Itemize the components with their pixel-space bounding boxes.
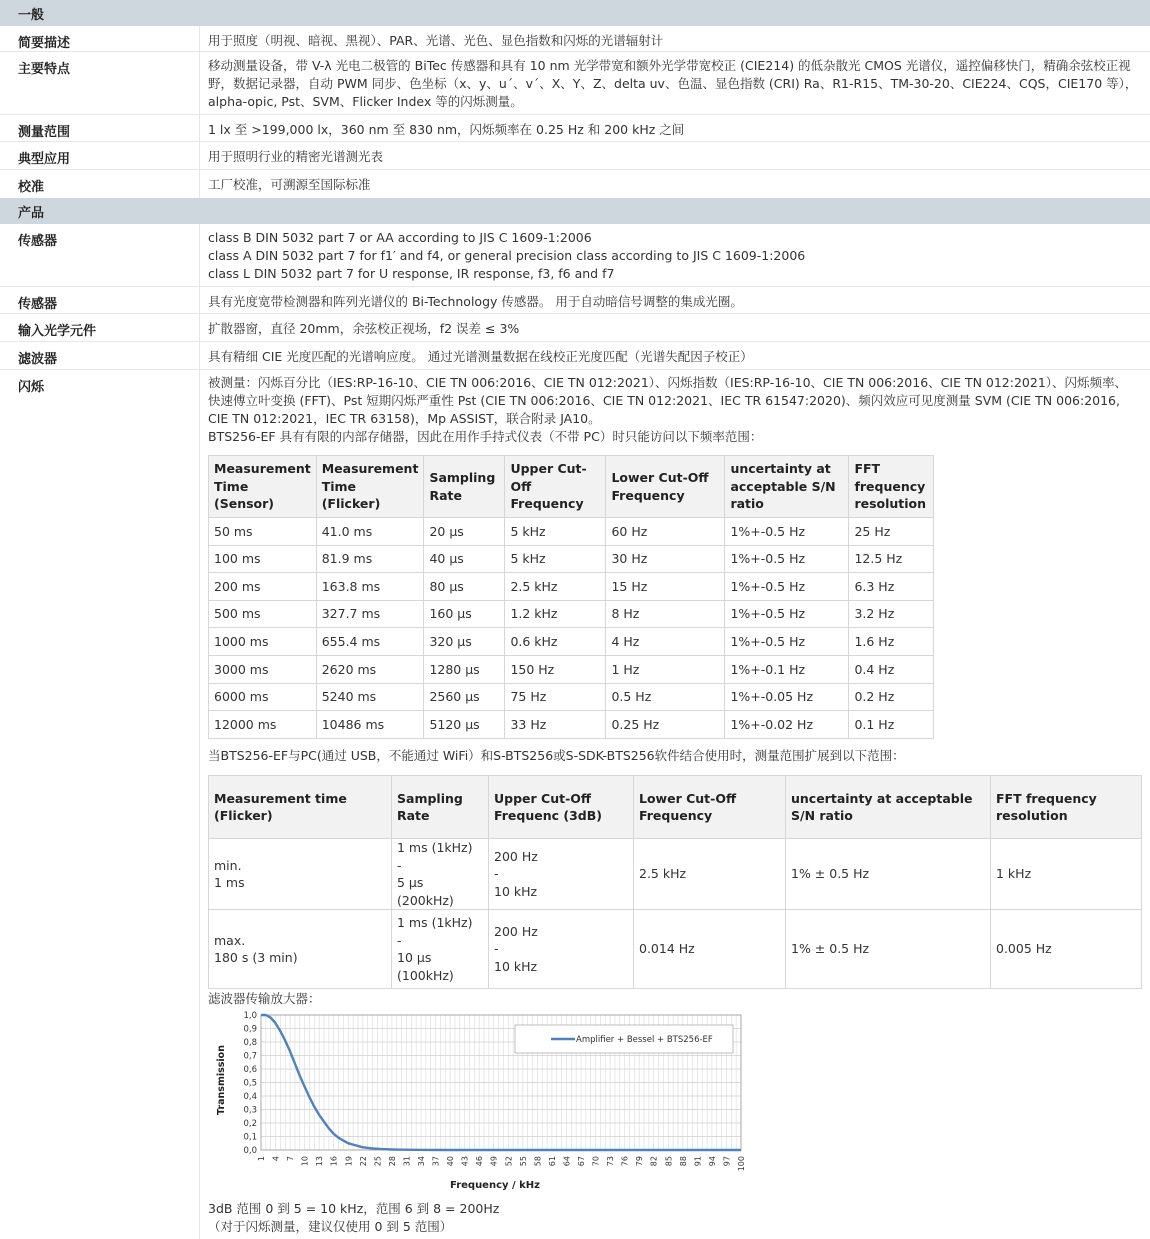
spec-row-range [0, 115, 1150, 142]
table-cell: 0.5 Hz [606, 683, 725, 711]
table-cell: 1%+-0.5 Hz [725, 628, 849, 656]
chart-x-tick-label: 4 [271, 1156, 281, 1162]
handheld-frequency-table [208, 455, 934, 739]
table-row [209, 518, 934, 546]
chart-x-tick-label: 100 [737, 1156, 746, 1172]
table-cell: 5 kHz [505, 518, 606, 546]
table-row [209, 600, 934, 628]
spec-label: 传感器 [18, 297, 58, 312]
range-note-1: 3dB 范围 0 到 5 = 10 kHz，范围 6 到 8 = 200Hz [208, 1201, 500, 1216]
spec-value [208, 229, 1142, 283]
chart-x-tick-label: 7 [286, 1156, 296, 1162]
table-cell: 1%+-0.5 Hz [725, 573, 849, 601]
spec-label: 闪烁 [18, 380, 45, 395]
sensor-class-line: class L DIN 5032 part 7 for U response, IR response, f3, f6 and f7 [208, 266, 615, 281]
table-cell: 1%+-0.1 Hz [725, 655, 849, 683]
transmission-chart [208, 1008, 756, 1196]
chart-x-tick-label: 31 [402, 1156, 412, 1167]
flicker-storage-note: BTS256-EF 具有有限的内部存储器，因此在用作手持式仪表（不带 PC）时只能访问以下频率范围： [208, 429, 763, 444]
chart-x-tick-label: 76 [620, 1156, 630, 1167]
range-note-2: （对于闪烁测量，建议仅使用 0 到 5 范围） [208, 1219, 453, 1234]
table-header: uncertainty at acceptable S/N ratio [725, 456, 849, 518]
spec-value: 具有光度宽带检测器和阵列光谱仪的 Bi-Technology 传感器。 用于自动暗信号调整的集成光圈。 [208, 294, 743, 309]
table-cell: 327.7 ms [316, 600, 424, 628]
spec-value: 扩散器窗，直径 20mm，余弦校正视场，f2 误差 ≤ 3% [208, 321, 520, 336]
table-cell: 0.2 Hz [849, 683, 934, 711]
table-header: Measurement time (Flicker) [209, 776, 392, 839]
table-cell-line: 1 kHz [996, 866, 1032, 882]
table-cell: 1%+-0.5 Hz [725, 600, 849, 628]
spec-label: 简要描述 [18, 36, 71, 51]
chart-x-tick-label: 88 [678, 1156, 688, 1167]
spec-row-application [0, 142, 1150, 170]
sensor-class-line: class B DIN 5032 part 7 or AA according to JIS C 1609-1:2006 [208, 230, 592, 245]
table-cell: 12000 ms [209, 711, 317, 739]
table-cell: 30 Hz [606, 545, 725, 573]
table-cell: 2.5 kHz [505, 573, 606, 601]
chart-x-tick-label: 34 [417, 1156, 426, 1167]
chart-y-tick-label: 0,9 [243, 1024, 257, 1035]
table-cell: 1000 ms [209, 628, 317, 656]
chart-x-axis-label: Frequency / kHz [450, 1180, 540, 1191]
chart-x-tick-label: 22 [358, 1156, 368, 1167]
chart-x-tick-label: 37 [431, 1156, 441, 1167]
table-cell: 41.0 ms [316, 518, 424, 546]
table-cell: 8 Hz [606, 600, 725, 628]
spec-label: 输入光学元件 [18, 324, 97, 339]
table-cell [991, 910, 1142, 989]
table-cell-line: 1 ms (1kHz) [397, 840, 473, 855]
chart-x-tick-label: 43 [460, 1156, 470, 1167]
chart-y-tick-label: 0,8 [243, 1038, 257, 1048]
table-cell: 0.6 kHz [505, 628, 606, 656]
chart-x-tick-label: 55 [518, 1156, 528, 1167]
table-cell: 655.4 ms [316, 628, 424, 656]
spec-row-sensor-tech [0, 287, 1150, 314]
table-cell: 200 ms [209, 573, 317, 601]
table-header: Measurement Time (Sensor) [209, 456, 317, 518]
table-cell-line: 1% ± 0.5 Hz [791, 941, 870, 957]
chart-x-tick-label: 97 [722, 1156, 732, 1167]
table-cell: 10486 ms [316, 711, 424, 739]
table-row [209, 910, 1142, 989]
table-header: FFT frequency resolution [991, 776, 1142, 839]
table-cell-line: 200 Hz [494, 923, 538, 939]
spec-label: 滤波器 [18, 352, 58, 367]
spec-value: 用于照度（明视、暗视、黑视）、PAR、光谱、光色、显色指数和闪烁的光谱辐射计 [208, 33, 664, 48]
table-cell-line: 10 kHz [494, 958, 538, 974]
table-row [209, 628, 934, 656]
table-cell: 2560 µs [424, 683, 505, 711]
table-cell-line: 0.014 Hz [639, 941, 695, 957]
table-cell: 20 µs [424, 518, 505, 546]
table-cell: 1 Hz [606, 655, 725, 683]
table-cell: 15 Hz [606, 573, 725, 601]
table-cell: 0.25 Hz [606, 711, 725, 739]
filter-caption: 滤波器传输放大器： [208, 991, 321, 1006]
table-cell: 60 Hz [606, 518, 725, 546]
table-cell: 2620 ms [316, 655, 424, 683]
table-header: Upper Cut-Off Frequenc (3dB) [489, 776, 634, 839]
table-cell-line: 1 ms [214, 875, 245, 890]
table-cell-line: 180 s (3 min) [214, 950, 298, 965]
chart-x-tick-label: 52 [504, 1156, 514, 1167]
table-header: Sampling Rate [392, 776, 489, 839]
chart-x-tick-label: 91 [693, 1156, 703, 1167]
spec-value: 移动测量设备，带 V-λ 光电二极管的 BiTec 传感器和具有 10 nm 光学带宽和额外光学带宽校正 (CIE214) 的低杂散光 CMOS 光谱仪，遥控偏移快门，精确余弦校正视野，数据记录器，自动 PWM 同步、色坐标（x、y、u´、v´、X、Y、Z、delta uv、色温、显色指数 (CRI) Ra、R1-R15、TM-30-20、CIE224、CQS，CIE170 等），alpha-opic, Pst、SVM、Flicker Index 等的闪烁测量。 [208, 58, 1138, 109]
table-cell: 33 Hz [505, 711, 606, 739]
table-row [209, 683, 934, 711]
table-cell-line: 2.5 kHz [639, 866, 687, 882]
table-cell: 5240 ms [316, 683, 424, 711]
table-row [209, 711, 934, 739]
table-cell-line: 1% ± 0.5 Hz [791, 866, 870, 882]
table-cell-line: (100kHz) [397, 967, 454, 983]
pc-frequency-table [208, 775, 1142, 989]
table-row [209, 573, 934, 601]
chart-x-tick-label: 49 [489, 1156, 499, 1167]
table-cell-line: 1 ms (1kHz) [397, 915, 473, 930]
table-cell: 80 µs [424, 573, 505, 601]
chart-x-tick-label: 94 [707, 1156, 717, 1167]
chart-y-tick-label: 0,2 [243, 1119, 257, 1129]
table-cell: 5 kHz [505, 545, 606, 573]
section-product-header: 产品 [0, 198, 1150, 224]
table-cell: 5120 µs [424, 711, 505, 739]
table-cell [786, 839, 991, 910]
flicker-intro: 被测量：闪烁百分比（IES:RP-16-10、CIE TN 006:2016、CIE TN 012:2021）、闪烁指数（IES:RP-16-10、CIE TN 006:2016、CIE TN 012:2021）、闪烁频率、快速傅立叶变换 (FFT)、Pst 短期闪烁严重性 Pst (CIE TN 006:2016、CIE TN 012:2021、IEC TR 61547:2020)、频闪效应可见度测量 SVM (CIE TN 006:2016, CIE TN 012:2021，IEC TR 63158)，Mp ASSIST，联合附录 JA10。 [208, 375, 1128, 426]
table-row [209, 839, 1142, 910]
table-cell: 0.1 Hz [849, 711, 934, 739]
table-header: Lower Cut-Off Frequency [634, 776, 786, 839]
flicker-pc-note: 当BTS256-EF与PC(通过 USB，不能通过 WiFi）和S-BTS256或S-SDK-BTS256软件结合使用时，测量范围扩展到以下范围： [208, 748, 905, 763]
chart-x-tick-label: 13 [315, 1156, 325, 1167]
table-cell-line: - [494, 941, 499, 957]
table-cell: 12.5 Hz [849, 545, 934, 573]
chart-x-tick-label: 16 [329, 1156, 339, 1167]
spec-row-summary [0, 26, 1150, 52]
sensor-class-line: class A DIN 5032 part 7 for f1′ and f4, or general precision class according to JIS C 1609-1:2006 [208, 248, 806, 263]
table-cell: 500 ms [209, 600, 317, 628]
table-cell [786, 910, 991, 989]
spec-row-calibration [0, 170, 1150, 198]
table-cell [209, 910, 392, 989]
table-row [209, 545, 934, 573]
table-cell-line: - [397, 857, 402, 873]
table-cell: 320 µs [424, 628, 505, 656]
chart-y-ticks [243, 1011, 257, 1156]
table-cell-line: 200 Hz [494, 848, 538, 864]
chart-x-tick-label: 25 [373, 1156, 383, 1167]
chart-x-tick-label: 46 [475, 1156, 485, 1167]
table-cell: 3000 ms [209, 655, 317, 683]
spec-label: 典型应用 [18, 152, 71, 167]
chart-x-ticks [257, 1156, 746, 1171]
table-header: Upper Cut-Off Frequency [505, 456, 606, 518]
chart-x-tick-label: 70 [591, 1156, 601, 1167]
chart-x-tick-label: 58 [533, 1156, 543, 1167]
table-header: uncertainty at acceptable S/N ratio [786, 776, 991, 839]
chart-y-tick-label: 0,0 [243, 1146, 257, 1156]
table-cell: 150 Hz [505, 655, 606, 683]
spec-row-filter [0, 342, 1150, 370]
table-header: FFT frequency resolution [849, 456, 934, 518]
table-cell: 25 Hz [849, 518, 934, 546]
table-cell: 0.4 Hz [849, 655, 934, 683]
chart-legend-label: Amplifier + Bessel + BTS256-EF [576, 1035, 713, 1045]
table-cell: 3.2 Hz [849, 600, 934, 628]
table-cell-line: 5 µs (200kHz) [397, 875, 454, 908]
chart-x-tick-label: 40 [446, 1156, 456, 1167]
table-cell [392, 910, 489, 989]
table-cell: 163.8 ms [316, 573, 424, 601]
table-cell-line: min. [214, 857, 242, 873]
table-cell-line: 0.005 Hz [996, 941, 1052, 957]
table-cell: 1.2 kHz [505, 600, 606, 628]
table-cell-line: - [494, 866, 499, 882]
table-cell: 1%+-0.05 Hz [725, 683, 849, 711]
table-cell-line: 10 kHz [494, 883, 538, 899]
chart-y-tick-label: 0,4 [243, 1092, 257, 1102]
table-cell [634, 839, 786, 910]
table-cell-line: - [397, 932, 402, 948]
chart-x-tick-label: 61 [547, 1156, 557, 1167]
chart-x-tick-label: 64 [562, 1156, 572, 1167]
chart-x-tick-label: 28 [387, 1156, 397, 1167]
spec-label: 测量范围 [18, 125, 71, 140]
table-cell [392, 839, 489, 910]
table-cell: 81.9 ms [316, 545, 424, 573]
chart-x-tick-label: 67 [577, 1156, 586, 1167]
table-cell: 1%+-0.5 Hz [725, 545, 849, 573]
spec-row-features [0, 52, 1150, 115]
table-header: Measurement Time (Flicker) [316, 456, 424, 518]
table-cell: 160 µs [424, 600, 505, 628]
table-cell: 1%+-0.02 Hz [725, 711, 849, 739]
spec-label: 主要特点 [18, 62, 71, 77]
spec-value: 用于照明行业的精密光谱测光表 [208, 149, 384, 164]
table-cell [991, 839, 1142, 910]
table-cell: 40 µs [424, 545, 505, 573]
table-cell: 100 ms [209, 545, 317, 573]
chart-y-tick-label: 0,5 [243, 1078, 257, 1089]
table-row [209, 655, 934, 683]
chart-x-tick-label: 1 [257, 1156, 266, 1162]
spec-label: 校准 [18, 180, 45, 195]
table-cell: 50 ms [209, 518, 317, 546]
spec-row-optics [0, 314, 1150, 342]
spec-value: 1 lx 至 >199,000 lx，360 nm 至 830 nm，闪烁频率在 0.25 Hz 和 200 kHz 之间 [208, 122, 685, 137]
spec-value: 工厂校准，可溯源至国际标准 [208, 177, 371, 192]
table-cell: 6.3 Hz [849, 573, 934, 601]
table-cell [634, 910, 786, 989]
table-cell: 1.6 Hz [849, 628, 934, 656]
table-cell: 1%+-0.5 Hz [725, 518, 849, 546]
spec-value: 具有精细 CIE 光度匹配的光谱响应度。 通过光谱测量数据在线校正光度匹配（光谱失配因子校正） [208, 349, 753, 364]
table-cell: 6000 ms [209, 683, 317, 711]
table-cell: 1280 µs [424, 655, 505, 683]
table-cell-line: 10 µs [397, 950, 432, 965]
chart-x-tick-label: 85 [664, 1156, 674, 1167]
chart-x-tick-label: 82 [649, 1156, 659, 1167]
chart-x-tick-label: 79 [635, 1156, 645, 1167]
chart-y-tick-label: 0,6 [243, 1065, 257, 1075]
table-header: Lower Cut-Off Frequency [606, 456, 725, 518]
table-cell [489, 910, 634, 989]
table-cell-line: max. [214, 932, 246, 948]
chart-y-axis-label: Transmission [216, 1045, 227, 1115]
chart-y-tick-label: 1,0 [243, 1011, 257, 1021]
chart-legend [515, 1025, 733, 1053]
table-cell [489, 839, 634, 910]
chart-x-tick-label: 10 [300, 1156, 310, 1167]
chart-x-tick-label: 19 [344, 1156, 354, 1167]
chart-y-tick-label: 0,7 [243, 1051, 257, 1062]
table-cell: 4 Hz [606, 628, 725, 656]
section-general-header: 一般 [0, 0, 1150, 26]
spec-label: 传感器 [18, 234, 58, 249]
spec-row-sensor-class [0, 224, 1150, 287]
chart-y-tick-label: 0,3 [243, 1105, 257, 1116]
table-header: Sampling Rate [424, 456, 505, 518]
chart-y-tick-label: 0,1 [243, 1132, 257, 1143]
table-cell [209, 839, 392, 910]
table-cell: 75 Hz [505, 683, 606, 711]
chart-x-tick-label: 73 [606, 1156, 616, 1167]
